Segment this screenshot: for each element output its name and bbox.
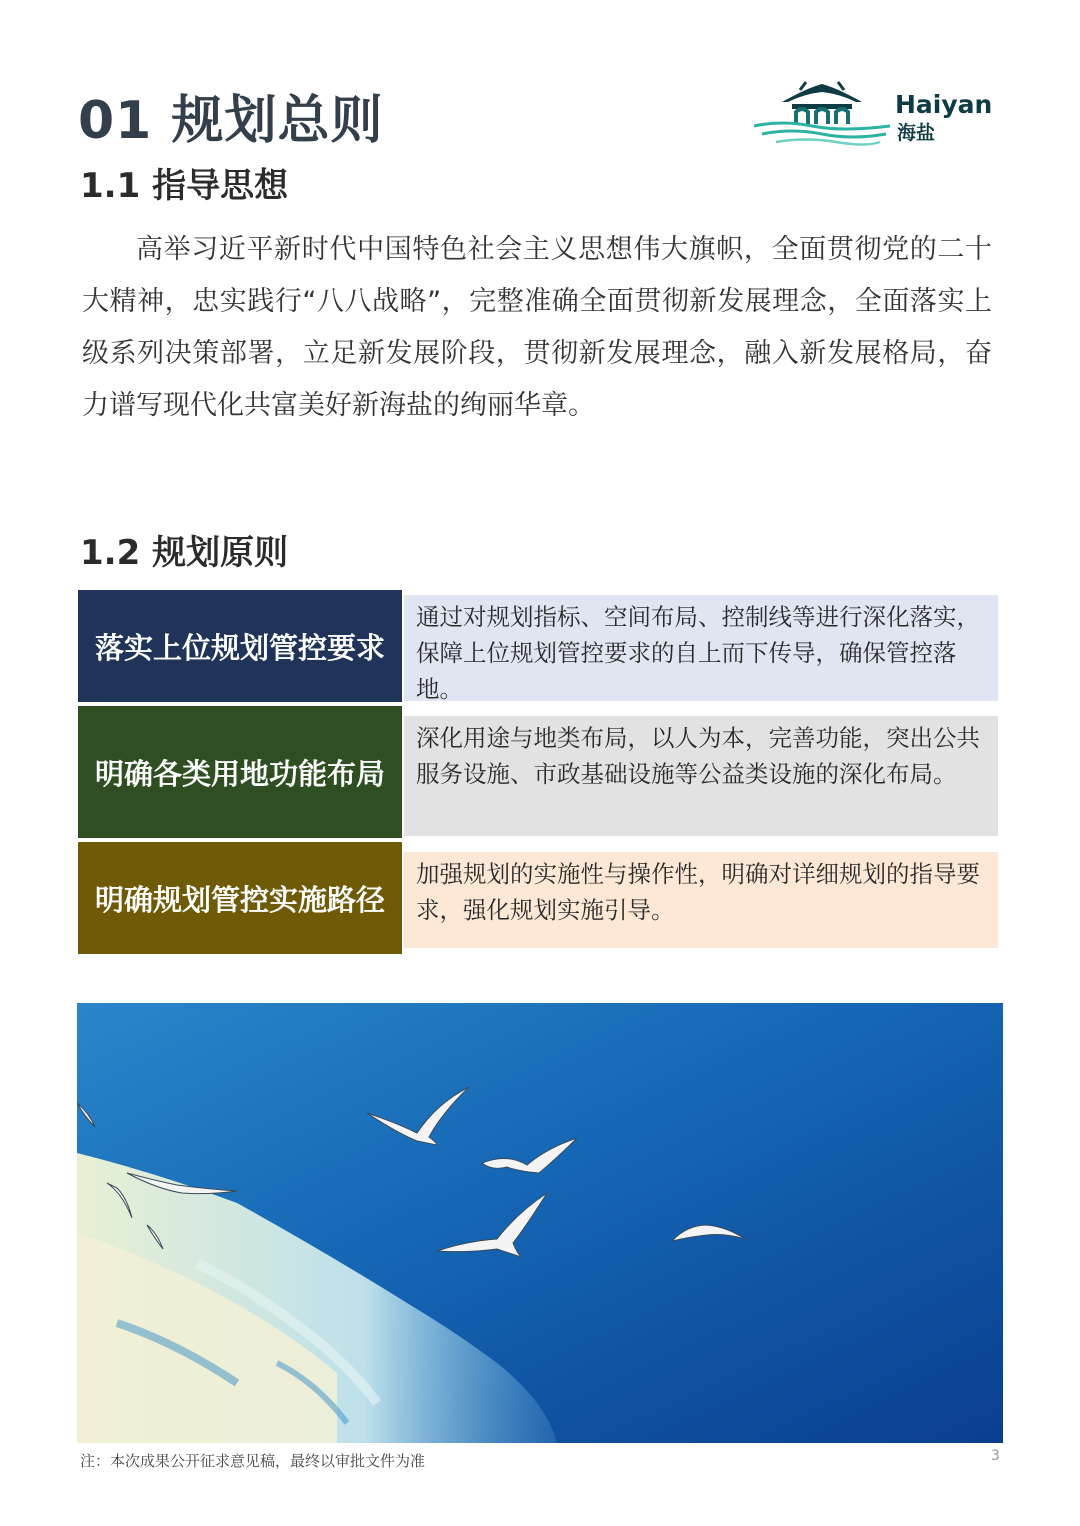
principle-text: 深化用途与地类布局，以人为本，完善功能，突出公共服务设施、市政基础设施等公益类设施的深化布局。 [404, 716, 998, 836]
logo-name-en: Haiyan [895, 90, 993, 119]
principle-label: 明确各类用地功能布局 [78, 706, 402, 838]
principle-row [78, 706, 998, 838]
sea-seagulls-photo [77, 1003, 1003, 1443]
page-number: 3 [991, 1448, 1000, 1464]
guiding-ideology-paragraph: 高举习近平新时代中国特色社会主义思想伟大旗帜，全面贯彻党的二十大精神，忠实践行“八八战略”，完整准确全面贯彻新发展理念，全面落实上级系列决策部署，立足新发展阶段，贯彻新发展理念，融入新发展格局，奋力谱写现代化共富美好新海盐的绚丽华章。 [82, 234, 992, 421]
principle-row [78, 842, 998, 954]
page-title: 01 规划总则 [78, 91, 384, 151]
pavilion-wave-icon [752, 80, 892, 150]
principle-text: 通过对规划指标、空间布局、控制线等进行深化落实，保障上位规划管控要求的自上而下传导，确保管控落地。 [404, 595, 998, 701]
logo-name-cn: 海盐 [897, 122, 936, 144]
principle-text: 加强规划的实施性与操作性，明确对详细规划的指导要求，强化规划实施引导。 [404, 852, 998, 948]
footnote: 注：本次成果公开征求意见稿，最终以审批文件为准 [80, 1452, 426, 1470]
principle-row [78, 590, 998, 702]
section-title-principles: 1.2 规划原则 [80, 533, 289, 573]
principle-label: 落实上位规划管控要求 [78, 590, 402, 702]
principle-label: 明确规划管控实施路径 [78, 842, 402, 954]
haiyan-logo [752, 80, 1002, 150]
section-title-guiding-ideology: 1.1 指导思想 [80, 166, 289, 206]
